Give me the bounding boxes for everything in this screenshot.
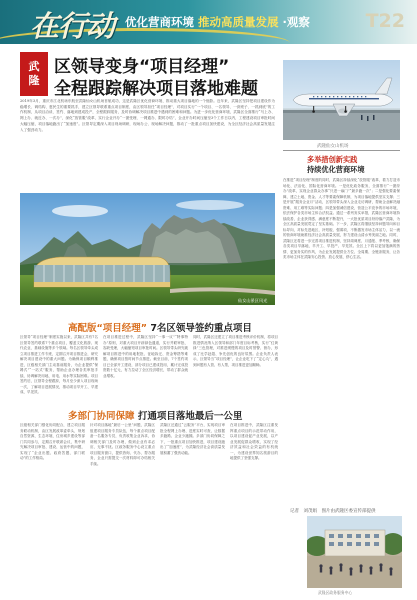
banner-section-mark: ·观察 — [282, 15, 310, 29]
airport-photo-caption: 武隆仙女山机场 — [317, 144, 349, 149]
banner-slogan-part2: 推动高质量发展 — [198, 15, 279, 29]
district-tag-line2: 隆 — [28, 74, 40, 87]
airplane-illustration — [283, 60, 400, 140]
banner-slogan — [125, 14, 310, 30]
main-photo — [20, 193, 275, 305]
headline-line2: 全程跟踪解决项目落地难题 — [54, 79, 258, 99]
district-tag — [20, 52, 48, 96]
main-photo-caption: 仙女山景区风光 — [238, 298, 268, 303]
article-column-3: 同时，武隆区还建立了项目推进考核评价机制，将项目推进情况纳入区领导和部门年度目标考核，实行“红黄绿”三色管理，对推进缓慢的项目及时预警、督办，形成了比学赶超、争先创优的良好氛围。企业负责人表示，区领导当“项目经理”，让企业吃下了“定心丸”，遇到问题有人管、有人帮，项目推进更加顺畅。 — [193, 335, 278, 367]
article-column-6: 武隆区还通过“云服务”平台，实现项目审批全程网上办理、进度实时可查，让数据多跑路、企业少跑腿。多部门协同保障之下，一批重点项目加快推进，项目建设跑出了“加速度”，为武隆经济社会高质量发展积蓄了强劲动能。 — [160, 423, 225, 455]
subhead-second-highlight: 多部门协同保障 — [68, 411, 135, 422]
district-tag-line1: 武 — [28, 60, 40, 73]
subhead-first-highlight: 高配版“项目经理” — [68, 323, 147, 334]
sidebar-byline: 记者 刘茂娟 图片由武隆区委宣传部提供 — [290, 509, 376, 514]
article-column-1: 区领导“项目经理”制度实施以来，武隆区共有7名区领导签约联系7个重点项目，覆盖文化旅游、现代农业、基础设施等多个领域。每名区领导牵头成立项目推进工作专班，定期召开项目推进会，研究解决项目建设中的重大问题。为确保项目顺利推进，区级相关部门主动靠前服务，为企业提供“保姆式”“一站式”服务，帮助企业办理各类审批手续，协调解决用地、用电、用水等实际困难。项目签约后，区领导全程跟踪，每月至少深入项目现场一次，了解项目进展情况，推动项目早开工、早建成、早见效。 — [20, 335, 98, 394]
sidebar-head-line1: 多举措创新实践 — [307, 155, 358, 164]
subhead-first — [68, 320, 252, 334]
subhead-second — [68, 408, 242, 422]
airport-photo — [283, 60, 400, 140]
building-photo-caption: 武隆区政务服务中心 — [318, 590, 353, 595]
banner-title: 在行动 — [30, 9, 115, 43]
headline-line1: 区领导变身“项目经理” — [54, 57, 230, 77]
article-column-5: 针对项目落地“最后一公里”问题，武隆区组建项目服务专员队伍，每个重点项目配备一名服务专员，负责收集企业诉求，协调相关部门及时办理，做到企业有求必应、无事不扰。区政务服务中心设立重点项目服务窗口，提供咨询、代办、帮办服务，企业只需提交一次材料即可办结相关手续。 — [90, 423, 155, 466]
article-column-4: 区级相关部门强化协同配合，建立项目服务联动机制，由区发展改革委牵头，规划自然资源、生态环境、住房城乡建设等部门共同参与，定期召开联席会议，集中研究解决项目审批、建设、运营中的问题，实现了“企业出题、政府答题、部门联动”的工作格局。 — [20, 423, 85, 460]
sidebar-top-rule — [283, 150, 400, 151]
building-illustration — [307, 516, 402, 588]
article-column-7: 在项目推进中，武隆区注重发挥重点项目的示范带动作用，以项目建设促产业发展，以产业发展促群众增收，实现了经济效益和社会效益的有机统一，为建设世界知名旅游目的地提供了坚强支撑。 — [230, 423, 278, 460]
subhead-second-rest: 打通项目落地最后一公里 — [137, 411, 243, 422]
sidebar-head-line2: 持续优化营商环境 — [307, 165, 365, 174]
article-column-2: 在项目推进过程中，武隆区坚持“一事一议”“特事特办”原则，对重大项目开辟绿色通道，实行并联审批、容缺受理，大幅缩短项目审批时间。区领导带头研究破解项目推进中的用地报批、征地拆迁、资金筹措等难题，确保项目按时间节点推进。截至目前，7个签约项目已全部开工建设，部分项目已建成投用，累计完成投资数十亿元，有力拉动了全区经济增长，带动了群众就业增收。 — [103, 335, 188, 378]
page-banner — [0, 0, 417, 44]
mountain-landscape-illustration — [20, 193, 275, 305]
lead-paragraph: 2019年3月，重庆市江北机场东航至武隆仙女山机场首航成功，这是武隆区优化营商环境、推动重大项目落地的一个缩影。近年来，武隆区坚持把项目建设作为稳增长、调结构、惠民生的重要抓手，建立区领导联系重点项目制度，由区领导担任“项目经理”，对项目实行“一个项目、一名领导、一套班子、一抓到底”的工作机制，从项目洽谈、签约、落地到建成投产，全程跟踪服务，及时协调解决项目推进中遇到的困难和问题。为进一步优化营商环境，武隆区全面推行“马上办、网上办、就近办、一次办”，深化“放管服”改革，实行企业开办“一窗受理、一网通办、限时办结”，企业开办时间压缩至3个工作日以内，工程建设项目审批时间大幅压缩，项目落地跑出了“加速度”。区领导定期深入项目现场调研，现场办公、现场解决问题，推动了一批重点项目加快建设，为全区经济社会高质量发展注入了强劲动力。 — [20, 99, 275, 132]
government-building-photo — [307, 516, 402, 588]
banner-slogan-part1: 优化营商环境 — [125, 15, 194, 29]
page-number: T22 — [365, 10, 405, 32]
sidebar-article: 在推进“项目经理”制度的同时，武隆区持续深化“放管服”改革，着力打造市场化、法治化、国际化营商环境。一是优化政务服务，全面推行“一窗综办”改革，实现企业群众办事“只进一扇门”“最多跑一次”；二是强化要素保障，建立土地、资金、人才等要素保障机制，为项目落地提供坚实支撑；三是开展“服务企业月”活动，区领导带头深入企业走访调研，帮助企业解决融资难、用工难等实际问题；四是加强诚信建设，营造公平竞争的市场环境，依法保护各类市场主体合法权益。通过一系列务实举措，武隆区营商环境持续改善，企业获得感、满意度不断提升，一大批优质项目纷纷落户武隆，为全区高质量发展奠定了坚实基础。下一步，武隆区将继续坚持问题导向和目标导向，对标先进地区，补短板、强弱项，不断激发市场主体活力，以一流的营商环境助推经济社会高质量发展，努力建设山清水秀美丽之地。同时，武隆区还将进一步完善项目推进机制，坚持周调度、月通报、季考核，确保各类项目早落地、早开工、早投产、早见效。全区上下将以更加饱满的热情、更加务实的作风，为企业发展提供全方位、全周期、全链条服务，让各类市场主体在武隆安心投资、放心发展、舒心生活。 — [283, 178, 400, 259]
subhead-first-rest: 7名区领导签约重点项目 — [150, 323, 252, 334]
